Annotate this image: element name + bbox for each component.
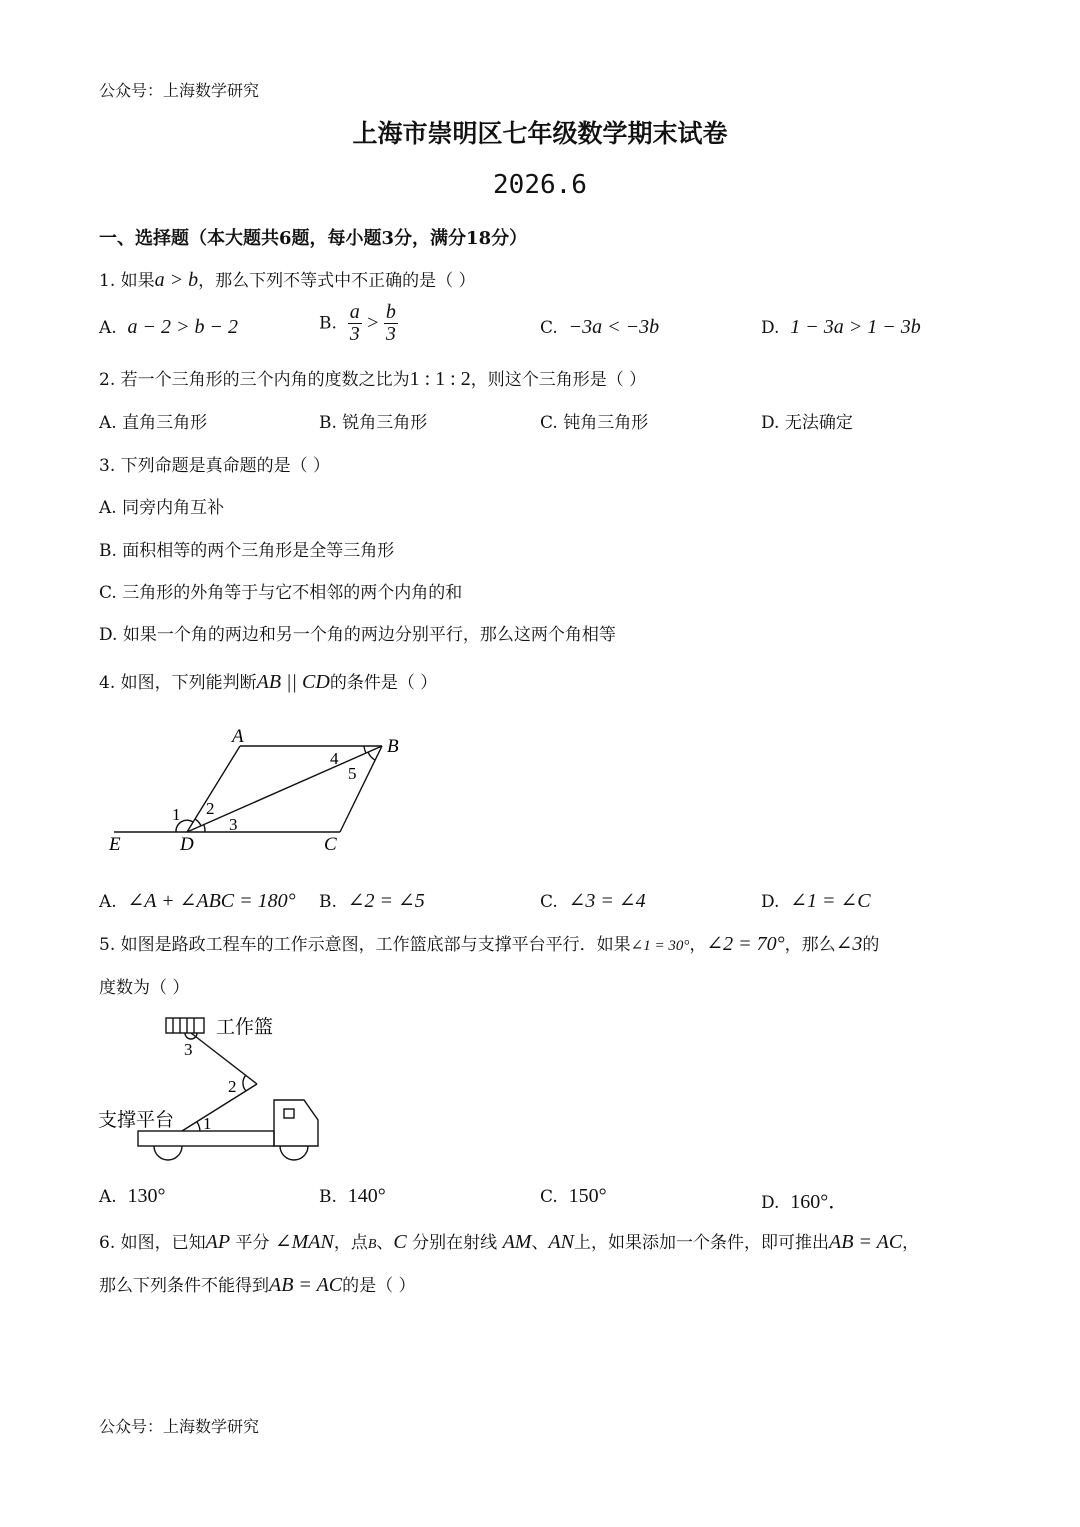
q6-line1-t3: 、 xyxy=(376,1233,394,1253)
q4-angle-2-arc xyxy=(195,819,201,826)
q4-option-c-label: C. xyxy=(540,892,558,912)
q6-math-ab-eq-ac: AB = AC xyxy=(829,1231,903,1253)
q5-angle-3: ∠3 xyxy=(835,933,863,955)
question-4-stem xyxy=(99,668,437,694)
q4-label-2: 2 xyxy=(206,799,215,818)
q5-option-a-text: 130° xyxy=(127,1185,166,1207)
q4-label-3: 3 xyxy=(229,815,238,834)
q4-label-e: E xyxy=(109,834,121,855)
q4-label-b: B xyxy=(387,736,399,757)
q6-line2-math: AB = AC xyxy=(269,1274,343,1296)
q1-option-a-text: a − 2 > b − 2 xyxy=(127,316,238,338)
q2-option-b[interactable]: B. 锐角三角形 xyxy=(319,413,428,433)
q1-stem-pre: 1. 如果 xyxy=(99,271,155,291)
question-1-stem xyxy=(99,266,476,292)
q6-line1-t6: 上，如果添加一个条件，即可推出 xyxy=(574,1233,830,1253)
q5-option-b[interactable] xyxy=(319,1185,386,1208)
q5-option-d[interactable] xyxy=(761,1185,848,1214)
q4-option-b-label: B. xyxy=(319,892,337,912)
q2-option-a[interactable]: A. 直角三角形 xyxy=(99,413,208,433)
q5-option-d-text: 160°． xyxy=(790,1191,849,1213)
q1-option-d[interactable] xyxy=(761,316,921,339)
q1-option-b-fraction-2: $\frac{b}{3}$ xyxy=(385,301,396,345)
q4-option-b-text: ∠2 = ∠5 xyxy=(347,890,425,912)
q4-option-a-text: ∠A + ∠ABC = 180° xyxy=(127,890,296,912)
q4-option-c-text: ∠3 = ∠4 xyxy=(568,890,646,912)
q6-line1-t7: ， xyxy=(902,1233,920,1253)
q6-line1-t5: 、 xyxy=(531,1233,549,1253)
q3-option-c[interactable]: C. 三角形的外角等于与它不相邻的两个内角的和 xyxy=(99,583,463,603)
q1-option-b-operator: > xyxy=(367,312,379,334)
q6-math-ap: AP xyxy=(205,1231,231,1253)
section-heading: 一、选择题（本大题共6题，每小题3分，满分18分） xyxy=(99,228,528,249)
q5-line1-sep: ， xyxy=(689,935,707,955)
q5-option-d-label: D. xyxy=(761,1193,780,1213)
q5-truck-window xyxy=(284,1109,294,1118)
q5-label-2: 2 xyxy=(228,1077,237,1096)
question-5-line-2: 度数为（ ） xyxy=(99,978,190,998)
q5-line1-mid: ，那么 xyxy=(784,935,836,955)
q5-angle-1-arc xyxy=(197,1122,200,1131)
q6-line2-pre: 那么下列条件不能得到 xyxy=(99,1276,269,1296)
q4-option-d-text: ∠1 = ∠C xyxy=(790,890,871,912)
question-5-line-1 xyxy=(99,930,879,956)
q3-option-d[interactable]: D. 如果一个角的两边和另一个角的两边分别平行，那么这两个角相等 xyxy=(99,625,616,645)
exam-date: 2026.6 xyxy=(493,170,587,200)
q4-label-a: A xyxy=(232,726,244,747)
q1-option-a[interactable] xyxy=(99,316,238,339)
q4-option-d-label: D. xyxy=(761,892,780,912)
q4-option-a[interactable] xyxy=(99,888,296,913)
q4-option-a-label: A. xyxy=(99,892,117,912)
q1-option-b-label: B. xyxy=(319,313,337,334)
q3-option-b[interactable]: B. 面积相等的两个三角形是全等三角形 xyxy=(99,541,395,561)
q5-basket xyxy=(166,1018,204,1033)
q1-option-d-label: D. xyxy=(761,318,780,338)
q4-label-1: 1 xyxy=(172,805,181,824)
q4-label-4: 4 xyxy=(330,749,339,768)
q1-option-a-label: A. xyxy=(99,318,117,338)
q6-line1-pre: 6. 如图，已知 xyxy=(99,1233,206,1253)
q5-option-c-label: C. xyxy=(540,1187,558,1207)
q6-math-c: C xyxy=(393,1231,407,1253)
q4-label-d: D xyxy=(180,834,194,855)
q5-angle-2-arc xyxy=(243,1075,246,1091)
q5-truck-cab xyxy=(274,1100,318,1146)
q1-option-b-fraction-1: $\frac{a}{3}$ xyxy=(349,301,360,345)
q3-option-a[interactable]: A. 同旁内角互补 xyxy=(99,498,225,518)
q2-stem-pre: 2. 若一个三角形的三个内角的度数之比为 xyxy=(99,370,410,390)
q6-line1-t2: ，点 xyxy=(333,1233,368,1253)
q1-option-d-text: 1 − 3a > 1 − 3b xyxy=(790,316,921,338)
q4-stem-post: 的条件是（ ） xyxy=(329,673,438,693)
q5-line1-pre: 5. 如图是路政工程车的工作示意图，工作篮底部与支撑平台平行．如果 xyxy=(99,935,631,955)
q4-stem-pre: 4. 如图，下列能判断 xyxy=(99,673,257,693)
q1-stem-post: ，那么下列不等式中不正确的是（ ） xyxy=(198,271,476,291)
q5-angle-2-value: ∠2 = 70° xyxy=(706,933,785,955)
q6-line1-t4: 分别在射线 xyxy=(412,1233,498,1253)
page-title: 上海市崇明区七年级数学期末试卷 xyxy=(352,119,728,148)
q5-option-b-text: 140° xyxy=(347,1185,386,1207)
q5-line1-post: 的 xyxy=(862,935,880,955)
q4-angle-3-arc xyxy=(204,825,205,832)
q4-angle-4-arc xyxy=(364,746,366,753)
q5-option-c[interactable] xyxy=(540,1185,607,1208)
q2-option-c[interactable]: C. 钝角三角形 xyxy=(540,413,649,433)
q5-label-1: 1 xyxy=(203,1114,212,1133)
q1-option-c-label: C. xyxy=(540,318,558,338)
q6-line1-t1: 平分 xyxy=(235,1233,270,1253)
q5-arm-upper xyxy=(191,1033,257,1084)
q4-option-b[interactable] xyxy=(319,888,425,913)
q6-line2-post: 的是（ ） xyxy=(342,1276,416,1296)
q2-stem-math: 1 : 1 : 2 xyxy=(409,368,471,390)
q4-option-d[interactable] xyxy=(761,888,871,913)
q1-option-c-text: −3a < −3b xyxy=(568,316,660,338)
q1-option-c[interactable] xyxy=(540,316,659,339)
q4-figure xyxy=(100,722,420,862)
q4-stem-math: AB || CD xyxy=(256,671,330,693)
question-3-stem: 3. 下列命题是真命题的是（ ） xyxy=(99,456,331,476)
q5-label-3: 3 xyxy=(184,1040,193,1059)
q5-platform xyxy=(138,1131,274,1146)
question-6-line-2 xyxy=(99,1271,416,1297)
q5-option-c-text: 150° xyxy=(568,1185,607,1207)
question-2-stem xyxy=(99,365,646,391)
question-6-line-1 xyxy=(99,1228,919,1254)
q6-math-b: B xyxy=(367,1237,377,1252)
q4-line-db xyxy=(187,746,382,832)
q4-angle-5-arc xyxy=(368,752,375,760)
q2-stem-post: ，则这个三角形是（ ） xyxy=(470,370,647,390)
q2-option-d[interactable]: D. 无法确定 xyxy=(761,413,853,433)
q4-label-5: 5 xyxy=(348,764,357,783)
q6-math-angle-man: ∠MAN xyxy=(274,1231,334,1253)
q5-figure xyxy=(96,1012,336,1170)
q6-math-an: AN xyxy=(548,1231,575,1253)
q5-platform-label: 支撑平台 xyxy=(98,1110,175,1131)
q5-option-a-label: A. xyxy=(99,1187,117,1207)
q5-wheel-front xyxy=(280,1146,308,1160)
q5-option-a[interactable] xyxy=(99,1185,166,1208)
q4-line-bc xyxy=(340,746,382,832)
q1-option-b[interactable] xyxy=(319,302,398,345)
q4-label-c: C xyxy=(324,834,337,855)
header-text: 公众号：上海数学研究 xyxy=(99,81,260,100)
q5-wheel-rear xyxy=(154,1146,182,1160)
q5-angle-1-value: ∠1 = 30° xyxy=(630,938,690,954)
footer-text: 公众号：上海数学研究 xyxy=(99,1417,260,1436)
q5-basket-label: 工作篮 xyxy=(216,1017,274,1038)
q1-stem-math: a > b xyxy=(154,269,199,291)
q5-option-b-label: B. xyxy=(319,1187,337,1207)
q4-option-c[interactable] xyxy=(540,888,646,913)
q6-math-am: AM xyxy=(502,1231,532,1253)
